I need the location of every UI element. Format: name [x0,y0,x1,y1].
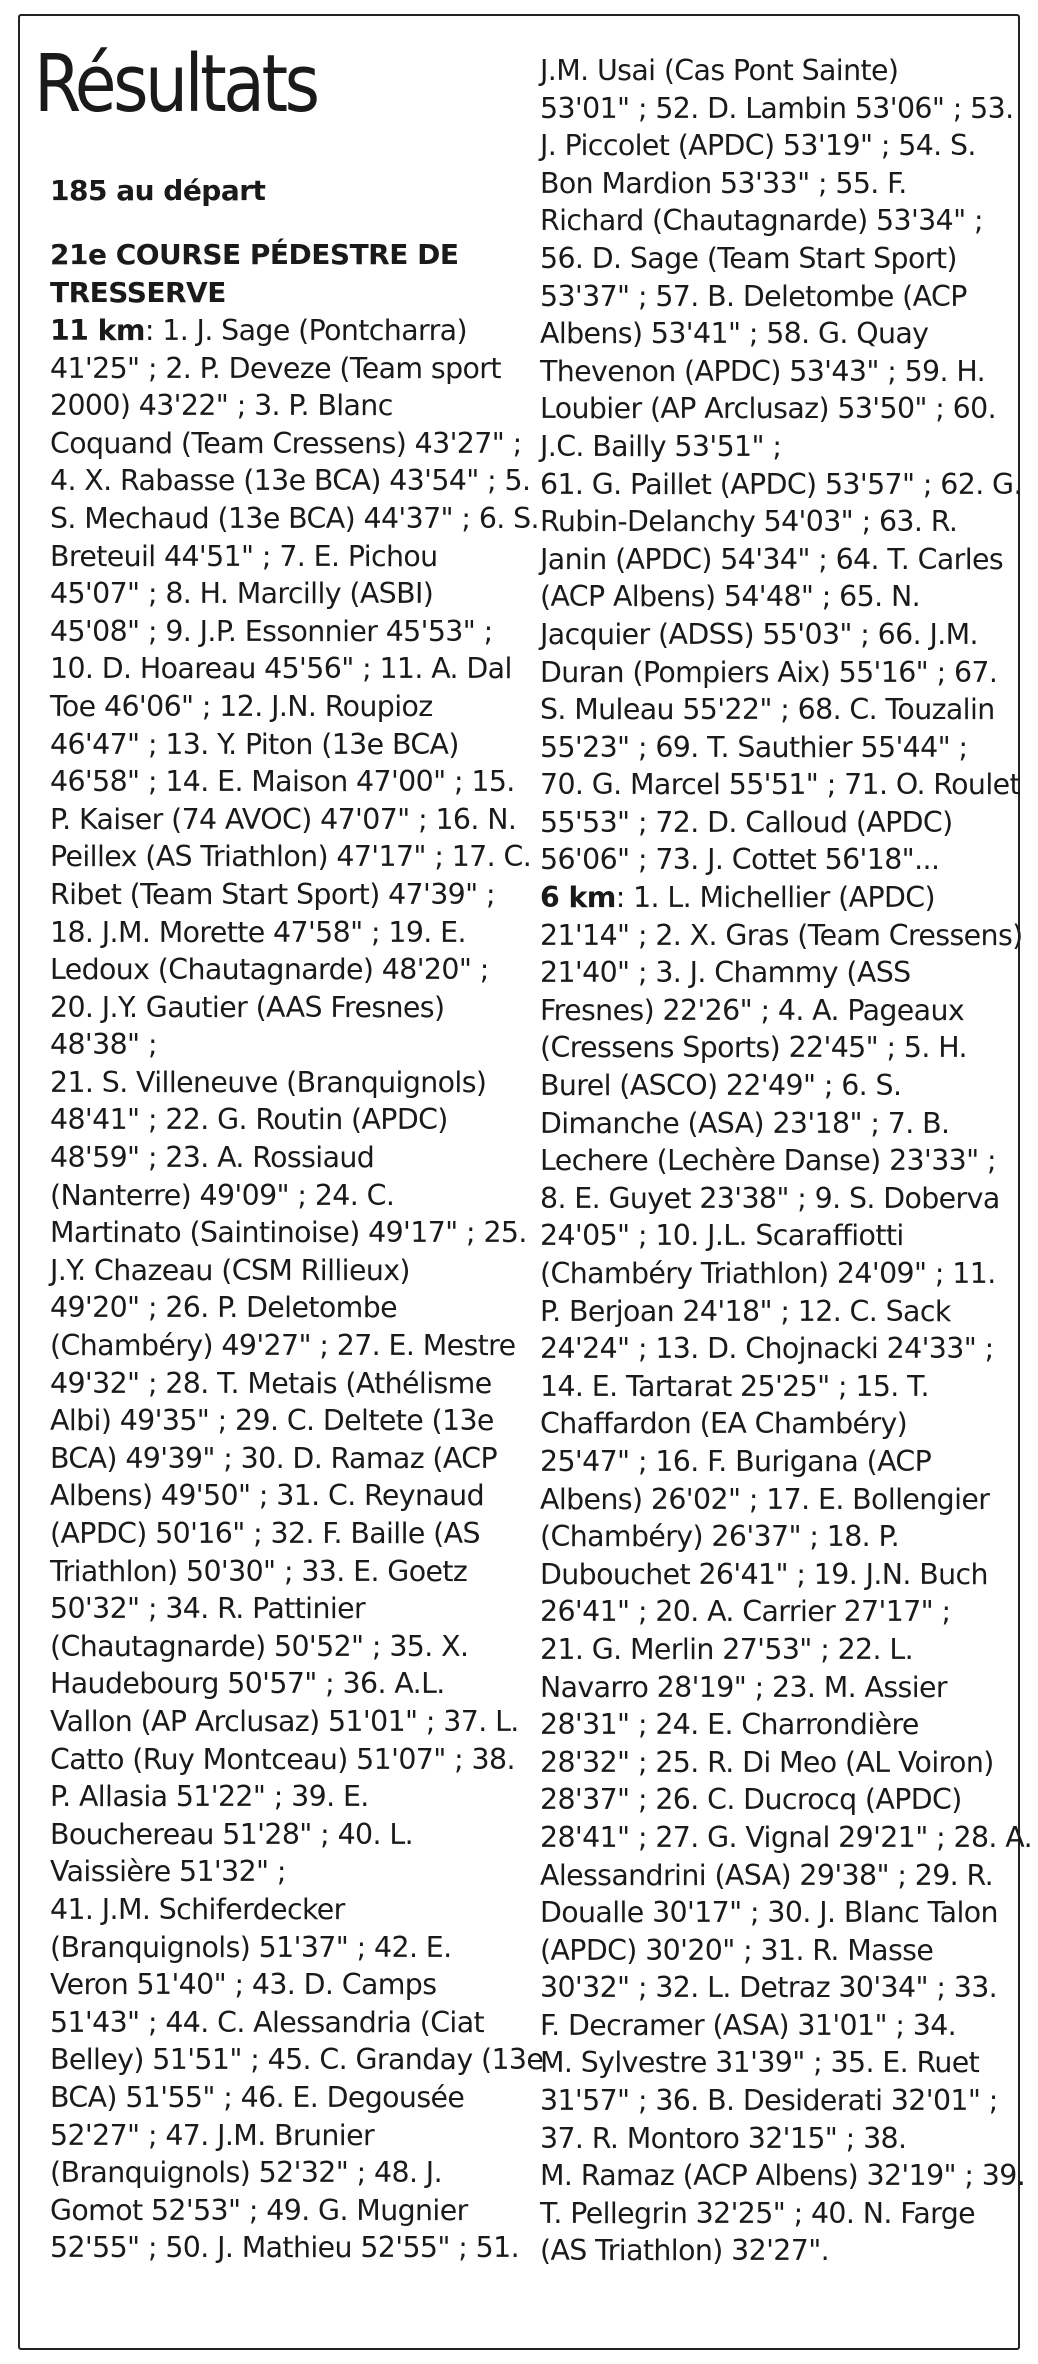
result-line [540,1255,1010,1293]
result-text: 61. G. Paillet (APDC) 53'57" ; 62. G. [540,467,1022,501]
result-line [540,390,1010,428]
result-text: 56'06" ; 73. J. Cottet 56'18"... [540,843,940,877]
result-line [540,1180,1010,1218]
result-line [50,2117,504,2155]
result-text: 20. J.Y. Gautier (AAS Fresnes) [50,990,445,1024]
result-line [540,52,1010,90]
result-text: Albens) 53'41" ; 58. G. Quay [540,317,929,351]
result-line [540,1368,1010,1406]
distance-label: 6 km [540,881,616,915]
result-text: 53'01" ; 52. D. Lambin 53'06" ; 53. [540,91,1014,125]
result-text: Albens) 26'02" ; 17. E. Bollengier [540,1482,990,1516]
result-text: 52'27" ; 47. J.M. Brunier [50,2118,375,2152]
result-text: 24'05" ; 10. J.L. Scaraffiotti [540,1219,904,1253]
result-text: Rubin-Delanchy 54'03" ; 63. R. [540,505,958,539]
result-text: Doualle 30'17" ; 30. J. Blanc Talon [540,1896,998,1930]
result-line [540,315,1010,353]
result-text: 55'53" ; 72. D. Calloud (APDC) [540,805,953,839]
result-line [50,2192,504,2230]
result-line [50,1177,504,1215]
result-text: Martinato (Saintinoise) 49'17" ; 25. [50,1216,527,1250]
result-text: P. Kaiser (74 AVOC) 47'07" ; 16. N. [50,802,517,836]
result-text: : 1. L. Michellier (APDC) [615,881,935,915]
result-text: 26'41" ; 20. A. Carrier 27'17" ; [540,1595,951,1629]
result-line [50,1628,504,1666]
result-text: 48'41" ; 22. G. Routin (APDC) [50,1103,448,1137]
result-text: Burel (ASCO) 22'49" ; 6. S. [540,1069,902,1103]
result-line [50,1703,519,1741]
result-text: 52'55" ; 50. J. Mathieu 52'55" ; 51. [50,2231,519,2265]
result-line [540,954,1010,992]
result-text: 45'07" ; 8. H. Marcilly (ASBI) [50,577,434,611]
result-line [540,1481,1010,1519]
result-line [540,428,1010,466]
result-text: J.C. Bailly 53'51" ; [540,429,782,463]
result-line [50,575,504,613]
result-line [540,1819,1033,1857]
result-text: 14. E. Tartarat 25'25" ; 15. T. [540,1369,929,1403]
result-line [50,2004,504,2042]
result-line [540,1029,1010,1067]
right-column [540,52,1033,2270]
result-line [540,616,1010,654]
result-text: 10. D. Hoareau 45'56" ; 11. A. Dal [50,652,512,686]
result-line [50,350,504,388]
result-text: Duran (Pompiers Aix) 55'16" ; 67. [540,655,998,689]
starters-count: 185 au départ [50,174,266,207]
result-line [540,503,1010,541]
result-text: Vallon (AP Arclusaz) 51'01" ; 37. L. [50,1704,519,1738]
result-line [50,312,504,350]
result-line [50,462,531,500]
result-line [50,1553,504,1591]
result-text: 24'24" ; 13. D. Chojnacki 24'33" ; [540,1332,994,1366]
result-line [540,691,1010,729]
result-text: 4. X. Rabasse (13e BCA) 43'54" ; 5. [50,464,531,498]
result-line [540,1894,1010,1932]
result-line [540,278,1010,316]
result-line [540,578,1010,616]
result-line [50,1139,504,1177]
result-line [50,425,522,463]
result-line [50,989,504,1027]
result-line [50,1778,504,1816]
result-text: BCA) 51'55" ; 46. E. Degousée [50,2080,465,2114]
result-text: J. Piccolet (APDC) 53'19" ; 54. S. [540,129,976,163]
result-text: P. Allasia 51'22" ; 39. E. [50,1780,369,1814]
results-part2 [540,52,1033,2270]
result-text: (Chambéry Triathlon) 24'09" ; 11. [540,1257,996,1290]
result-text: 21. G. Merlin 27'53" ; 22. L. [540,1632,913,1666]
result-text: 45'08" ; 9. J.P. Essonnier 45'53" ; [50,614,493,648]
result-text: S. Muleau 55'22" ; 68. C. Touzalin [540,693,995,727]
result-text: Loubier (AP Arclusaz) 53'50" ; 60. [540,392,997,426]
result-line [50,1477,504,1515]
result-line [50,1214,527,1252]
left-column [34,36,544,2267]
result-line [540,1669,1010,1707]
result-line [50,1741,515,1779]
result-line [540,1932,1010,1970]
event-title-line1: 21e COURSE PÉDESTRE DE [50,238,459,271]
result-line [540,841,1010,879]
result-text: Lechere (Lechère Danse) 23'33" ; [540,1144,996,1178]
result-text: 28'37" ; 26. C. Ducrocq (APDC) [540,1783,962,1817]
result-text: Haudebourg 50'57" ; 36. A.L. [50,1667,445,1701]
result-line [50,613,504,651]
result-text: Triathlon) 50'30" ; 33. E. Goetz [50,1554,468,1588]
result-line [540,90,1014,128]
result-text: (ACP Albens) 54'48" ; 65. N. [540,580,921,614]
result-text: S. Mechaud (13e BCA) 44'37" ; 6. S. [50,501,539,535]
result-line [50,1816,504,1854]
result-line [540,1857,1010,1895]
result-line [50,1966,504,2004]
result-line [540,466,1022,504]
result-text: Vaissière 51'32" ; [50,1855,286,1889]
result-text: Gomot 52'53" ; 49. G. Mugnier [50,2193,468,2227]
result-line [540,1067,1010,1105]
result-line [540,1443,1010,1481]
result-line [540,1518,1010,1556]
result-line [50,1929,504,1967]
result-text: Toe 46'06" ; 12. J.N. Roupioz [50,689,433,723]
result-line [540,353,1010,391]
result-line [540,1142,1010,1180]
result-text: 28'31" ; 24. E. Charrondière [540,1708,919,1742]
result-text: Ribet (Team Start Sport) 47'39" ; [50,877,495,911]
result-text: Coquand (Team Cressens) 43'27" ; [50,426,522,460]
result-line [540,2120,1010,2158]
result-text: M. Ramaz (ACP Albens) 32'19" ; 39. [540,2159,1026,2193]
result-text: BCA) 49'39" ; 30. D. Ramaz (ACP [50,1441,497,1475]
result-line [540,1293,1010,1331]
result-text: 8. E. Guyet 23'38" ; 9. S. Doberva [540,1181,1000,1215]
result-line [50,2229,519,2267]
result-text: 51'43" ; 44. C. Alessandria (Ciat [50,2005,485,2039]
result-text: (APDC) 50'16" ; 32. F. Baille (AS [50,1517,480,1550]
result-line [540,541,1010,579]
result-line [50,1101,504,1139]
result-text: 48'59" ; 23. A. Rossiaud [50,1141,375,1175]
result-text: M. Sylvestre 31'39" ; 35. E. Ruet [540,2046,980,2080]
result-text: 70. G. Marcel 55'51" ; 71. O. Roulet [540,768,1021,802]
result-line [540,2044,1010,2082]
result-line [540,2195,1010,2233]
result-text: : 1. J. Sage (Pontcharra) [144,314,467,347]
result-text: 18. J.M. Morette 47'58" ; 19. E. [50,915,466,949]
result-line [50,1026,504,1064]
result-text: Jacquier (ADSS) 55'03" ; 66. J.M. [540,617,978,651]
result-text: (Nanterre) 49'09" ; 24. C. [50,1178,395,1212]
result-text: 50'32" ; 34. R. Pattinier [50,1592,366,1626]
result-text: Janin (APDC) 54'34" ; 64. T. Carles [540,542,1004,576]
result-line [50,951,504,989]
result-line [50,1252,504,1290]
result-line [50,1064,504,1102]
result-text: Dimanche (ASA) 23'18" ; 7. B. [540,1106,950,1140]
result-text: (APDC) 30'20" ; 31. R. Masse [540,1933,934,1967]
result-line [540,1556,1010,1594]
result-line [50,2041,544,2079]
result-line [50,801,517,839]
result-line [50,1590,504,1628]
result-line [540,654,1010,692]
result-text: 21'14" ; 2. X. Gras (Team Cressens) [540,918,1023,952]
result-text: T. Pellegrin 32'25" ; 40. N. Farge [540,2196,976,2230]
result-text: 25'47" ; 16. F. Burigana (ACP [540,1444,932,1478]
result-line [50,1853,504,1891]
result-text: (Branquignols) 51'37" ; 42. E. [50,1930,452,1964]
result-line [50,688,504,726]
result-line [540,1781,1010,1819]
result-line [50,500,539,538]
result-line [540,729,1010,767]
result-line [50,763,515,801]
result-text: (Branquignols) 52'32" ; 48. J. [50,2156,442,2190]
result-text: (Chambéry) 49'27" ; 27. E. Mestre [50,1329,516,1363]
result-line [50,2079,504,2117]
result-line [540,165,1010,203]
result-line [540,879,1010,917]
result-line [50,650,512,688]
result-text: Navarro 28'19" ; 23. M. Assier [540,1670,947,1704]
result-text: Albi) 49'35" ; 29. C. Deltete (13e [50,1404,494,1438]
result-text: (Chautagnarde) 50'52" ; 35. X. [50,1629,469,1663]
result-line [50,1402,504,1440]
result-line [540,1631,1010,1669]
result-line [540,2232,1010,2270]
result-line [540,202,1010,240]
result-text: 53'37" ; 57. B. Deletombe (ACP [540,279,967,313]
page-title: Résultats [34,38,317,130]
result-line [540,1593,1010,1631]
result-text: 41'25" ; 2. P. Deveze (Team sport [50,351,501,385]
result-text: Peillex (AS Triathlon) 47'17" ; 17. C. [50,840,532,874]
result-text: 49'32" ; 28. T. Metais (Athélisme [50,1366,492,1400]
result-line [50,876,504,914]
result-line [50,1515,504,1553]
distance-label: 11 km [50,314,145,347]
result-text: 48'38" ; [50,1028,157,1062]
result-text: (Chambéry) 26'37" ; 18. P. [540,1520,900,1554]
result-text: Catto (Ruy Montceau) 51'07" ; 38. [50,1742,515,1776]
result-text: 31'57" ; 36. B. Desiderati 32'01" ; [540,2084,998,2118]
result-text: Dubouchet 26'41" ; 19. J.N. Buch [540,1557,988,1591]
result-line [50,1440,504,1478]
result-text: P. Berjoan 24'18" ; 12. C. Sack [540,1294,951,1328]
result-text: J.Y. Chazeau (CSM Rillieux) [50,1253,410,1287]
result-text: 49'20" ; 26. P. Deletombe [50,1291,397,1325]
result-text: Chaffardon (EA Chambéry) [540,1407,908,1441]
result-line [50,538,504,576]
result-text: Alessandrini (ASA) 29'38" ; 29. R. [540,1858,994,1892]
result-text: 46'47" ; 13. Y. Piton (13e BCA) [50,727,459,761]
result-text: (AS Triathlon) 32'27". [540,2234,830,2268]
result-line [540,2082,1010,2120]
result-line [540,1217,1010,1255]
result-text: Albens) 49'50" ; 31. C. Reynaud [50,1479,484,1513]
result-line [540,1706,1010,1744]
result-text: Ledoux (Chautagnarde) 48'20" ; [50,953,489,987]
result-text: Thevenon (APDC) 53'43" ; 59. H. [540,354,986,388]
result-line [50,387,504,425]
result-line [540,917,1023,955]
result-line [540,1105,1010,1143]
result-text: 2000) 43'22" ; 3. P. Blanc [50,389,393,423]
result-line [50,1365,504,1403]
result-line [540,1330,1010,1368]
result-text: J.M. Usai (Cas Pont Sainte) [540,54,899,87]
result-line [540,1969,1010,2007]
result-text: Richard (Chautagnarde) 53'34" ; [540,204,983,238]
result-line [50,2154,504,2192]
result-line [50,1665,504,1703]
result-text: Belley) 51'51" ; 45. C. Granday (13e [50,2043,544,2077]
result-text: 55'23" ; 69. T. Sauthier 55'44" ; [540,730,968,764]
result-text: 46'58" ; 14. E. Maison 47'00" ; 15. [50,765,515,799]
results-11km-part1 [50,312,544,2267]
result-text: 21. S. Villeneuve (Branquignols) [50,1065,487,1099]
result-text: Fresnes) 22'26" ; 4. A. Pageaux [540,993,965,1027]
result-text: Bon Mardion 53'33" ; 55. F. [540,166,907,200]
result-text: Bouchereau 51'28" ; 40. L. [50,1817,413,1851]
result-line [540,1744,1010,1782]
result-line [540,240,1010,278]
result-text: Breteuil 44'51" ; 7. E. Pichou [50,539,438,573]
event-title-line2: TRESSERVE [50,276,226,309]
result-line [50,1327,516,1365]
result-text: 28'41" ; 27. G. Vignal 29'21" ; 28. A. [540,1820,1033,1854]
result-line [540,127,1010,165]
result-line [540,766,1021,804]
result-line [50,1891,504,1929]
result-text: 21'40" ; 3. J. Chammy (ASS [540,956,911,990]
result-line [50,1289,504,1327]
result-line [50,726,504,764]
result-line [540,992,1010,1030]
result-text: F. Decramer (ASA) 31'01" ; 34. [540,2008,957,2042]
result-line [540,2157,1026,2195]
result-text: 28'32" ; 25. R. Di Meo (AL Voiron) [540,1745,994,1779]
result-line [540,804,1010,842]
result-text: 41. J.M. Schiferdecker [50,1892,345,1926]
result-line [540,1405,1010,1443]
result-text: 37. R. Montoro 32'15" ; 38. [540,2121,907,2155]
result-text: Veron 51'40" ; 43. D. Camps [50,1968,437,2002]
result-text: 56. D. Sage (Team Start Sport) [540,241,957,275]
result-line [540,2007,1010,2045]
result-text: (Cressens Sports) 22'45" ; 5. H. [540,1031,967,1065]
result-line [50,838,532,876]
result-text: 30'32" ; 32. L. Detraz 30'34" ; 33. [540,1971,998,2005]
result-line [50,914,504,952]
